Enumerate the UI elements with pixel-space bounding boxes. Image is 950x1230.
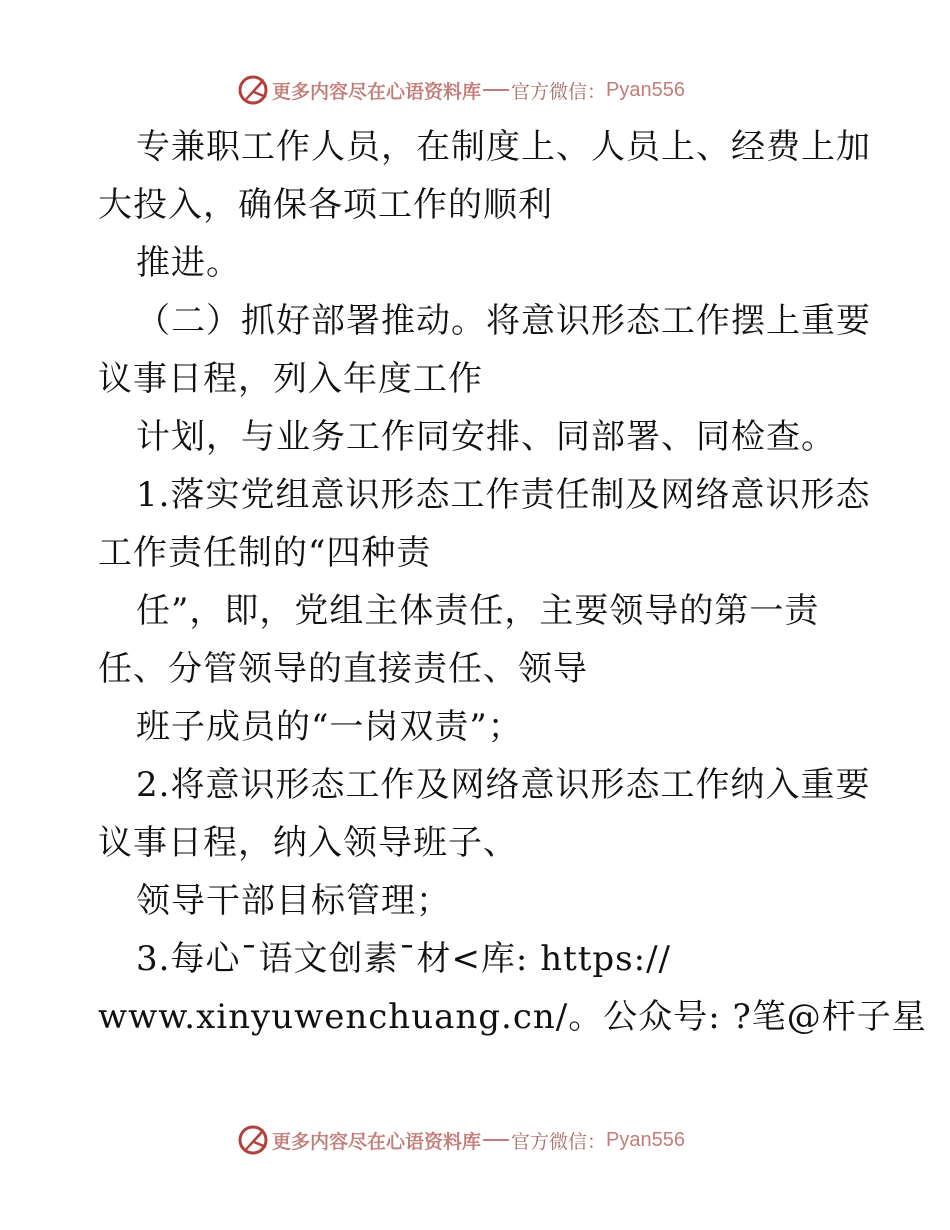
- body-line: 工作责任制的“四种责: [98, 533, 432, 573]
- header-watermark-banner: [236, 72, 685, 108]
- quill-pen-circle-icon: [236, 73, 270, 107]
- banner-dash: [483, 1139, 509, 1141]
- banner-dash: [483, 89, 509, 91]
- body-line: 领导干部目标管理；: [136, 881, 451, 921]
- banner-wechat-label: 官方微信：: [511, 1130, 607, 1153]
- body-line: 计划，与业务工作同安排、同部署、同检查。: [136, 417, 836, 457]
- body-line: 3.每心¯语文创素¯材<库: https://: [136, 939, 671, 979]
- banner-brand-text: 更多内容尽在心语资料库: [272, 80, 482, 103]
- banner-wechat-id: Pyan556: [606, 78, 685, 101]
- footer-watermark-banner: [236, 1122, 685, 1158]
- document-body: [98, 118, 927, 1046]
- body-line: 议事日程，纳入领导班子、: [98, 823, 518, 863]
- body-line: 议事日程，列入年度工作: [98, 359, 483, 399]
- body-line: www.xinyuwenchuang.cn/。公众号: ?笔@杆子星: [98, 997, 927, 1037]
- banner-wechat-id: Pyan556: [606, 1128, 685, 1151]
- banner-brand-text: 更多内容尽在心语资料库: [272, 1130, 482, 1153]
- quill-pen-circle-icon: [236, 1123, 270, 1157]
- body-line: 2.将意识形态工作及网络意识形态工作纳入重要: [136, 765, 871, 805]
- body-line: 1.落实党组意识形态工作责任制及网络意识形态: [136, 475, 871, 515]
- body-line: （二）抓好部署推动。将意识形态工作摆上重要: [136, 301, 871, 341]
- banner-wechat-label: 官方微信：: [511, 80, 607, 103]
- body-line: 推进。: [136, 243, 241, 283]
- body-line: 任”，即，党组主体责任，主要领导的第一责: [136, 591, 820, 631]
- body-line: 任、分管领导的直接责任、领导: [98, 649, 588, 689]
- body-line: 专兼职工作人员，在制度上、人员上、经费上加: [136, 127, 871, 167]
- body-line: 班子成员的“一岗双责”；: [136, 707, 523, 747]
- body-line: 大投入，确保各项工作的顺利: [98, 185, 553, 225]
